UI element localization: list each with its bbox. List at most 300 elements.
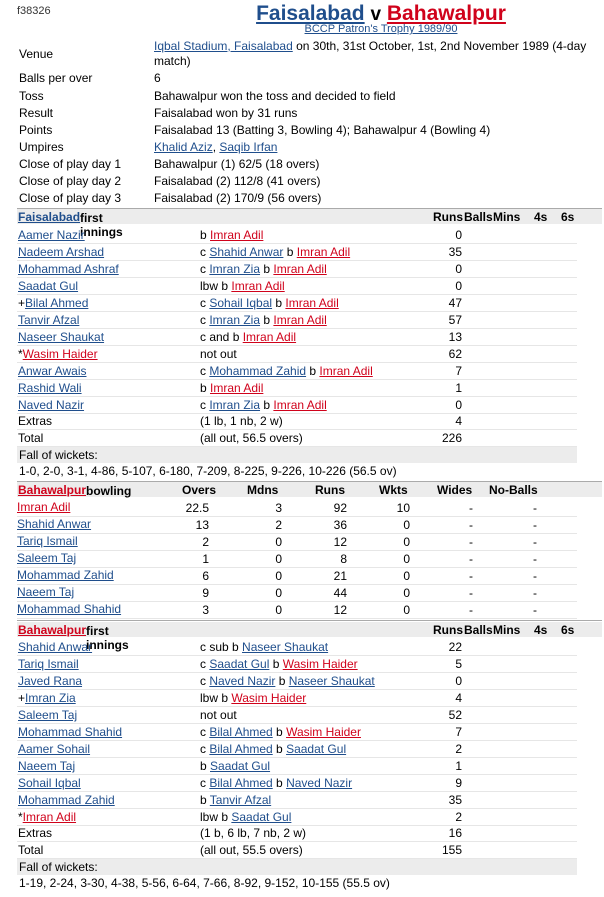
batter-link[interactable]: Tanvir Afzal: [18, 313, 80, 327]
player-link[interactable]: Bilal Ahmed: [209, 742, 273, 756]
bowling-row: [17, 602, 577, 619]
dismissal-text: c: [200, 313, 210, 327]
toss-value: Bahawalpur won the toss and decided to field: [154, 89, 396, 103]
bowling-header: [17, 482, 602, 497]
batter-runs: 47: [448, 296, 462, 310]
batting-row: [17, 397, 577, 414]
dismissal-text: c: [200, 674, 210, 688]
batter-runs: 0: [455, 279, 462, 293]
player-link[interactable]: Imran Adil: [285, 296, 339, 310]
batting-row: [17, 690, 577, 707]
player-link[interactable]: Wasim Haider: [286, 725, 361, 739]
dismissal-text: b: [272, 725, 287, 739]
player-link[interactable]: Imran Adil: [319, 364, 373, 378]
dismissal-cell: [200, 674, 375, 688]
player-link[interactable]: Naved Nazir: [286, 776, 353, 790]
player-link[interactable]: Mohammad Zahid: [209, 364, 307, 378]
bowler-wides: -: [469, 501, 473, 515]
bowler-runs: 12: [333, 535, 347, 549]
cop-label: Close of play day 1: [19, 157, 122, 171]
batter-cell: [18, 793, 115, 807]
bowler-wides: -: [469, 603, 473, 617]
captain-keeper-marker: +: [18, 296, 26, 310]
dismissal-text: b: [272, 776, 287, 790]
batter-runs: 62: [448, 347, 462, 361]
batter-runs: 4: [455, 691, 462, 705]
dismissal-text: c: [200, 725, 210, 739]
batter-link[interactable]: Aamer Nazir: [18, 228, 85, 242]
dismissal-text: not out: [200, 708, 237, 722]
batter-cell: [18, 759, 75, 773]
batter-runs: 35: [448, 793, 462, 807]
bowler-wickets: 0: [403, 535, 410, 549]
batter-runs: 9: [455, 776, 462, 790]
bowler-runs: 92: [333, 501, 347, 515]
toss-label: Toss: [19, 89, 44, 103]
dismissal-text: c: [200, 296, 210, 310]
batting-row: [17, 295, 577, 312]
bowler-overs: 2: [202, 535, 209, 549]
points-label: Points: [19, 123, 53, 137]
batting-row: [17, 329, 577, 346]
batter-runs: 2: [455, 810, 462, 824]
batter-cell: [18, 725, 122, 739]
bowler-link[interactable]: Mohammad Shahid: [17, 602, 122, 616]
col-noballs: No-Balls: [489, 483, 538, 497]
bowler-wickets: 0: [403, 552, 410, 566]
dismissal-text: lbw b: [200, 810, 232, 824]
batter-runs: 7: [455, 725, 462, 739]
dismissal-text: c: [200, 364, 210, 378]
venue-link[interactable]: Iqbal Stadium, Faisalabad: [154, 39, 293, 53]
dismissal-cell: [200, 810, 291, 824]
balls-value: 6: [154, 71, 161, 85]
bowler-runs: 36: [333, 518, 347, 532]
player-link[interactable]: Naved Nazir: [209, 674, 276, 688]
fall-of-wickets: [17, 859, 577, 892]
bowling-team-link[interactable]: Bahawalpur: [18, 483, 87, 497]
bowler-wickets: 0: [403, 518, 410, 532]
bowler-link[interactable]: Saleem Taj: [17, 551, 77, 565]
batting-row: [17, 809, 577, 826]
batter-link[interactable]: Shahid Anwar: [18, 640, 93, 654]
batter-cell: [18, 381, 82, 395]
batter-cell: [18, 742, 90, 756]
bowler-wides: -: [469, 569, 473, 583]
batter-runs: 0: [455, 262, 462, 276]
batter-cell: [18, 708, 77, 722]
player-link[interactable]: Imran Adil: [231, 279, 285, 293]
bowler-runs: 8: [340, 552, 347, 566]
batter-cell: [18, 674, 82, 688]
dismissal-text: lbw b: [200, 691, 232, 705]
batting-row: [17, 758, 577, 775]
cop-value: Faisalabad (2) 170/9 (56 overs): [154, 191, 322, 205]
bowler-wides: -: [469, 535, 473, 549]
result-label: Result: [19, 106, 54, 120]
total-row: [17, 842, 577, 859]
fow-values: 1-0, 2-0, 3-1, 4-86, 5-107, 6-180, 7-209, 8-225, 9-226, 10-226 (56.5 ov): [19, 464, 397, 478]
vs-label: v: [370, 4, 382, 25]
dismissal-text: b: [200, 381, 211, 395]
dismissal-text: c: [200, 262, 210, 276]
batter-link[interactable]: Sohail Iqbal: [18, 776, 81, 790]
dismissal-cell: [200, 279, 285, 293]
batter-runs: 57: [448, 313, 462, 327]
bowler-noballs: -: [533, 586, 537, 600]
bowler-link[interactable]: Mohammad Zahid: [17, 568, 114, 582]
bowling-row: [17, 500, 577, 517]
col-4s: 4s: [534, 623, 548, 637]
player-link[interactable]: Shahid Anwar: [209, 245, 284, 259]
batter-runs: 22: [448, 640, 462, 654]
bowler-wickets: 10: [396, 501, 410, 515]
batter-link[interactable]: Tariq Ismail: [18, 657, 79, 671]
dismissal-cell: [200, 691, 306, 705]
batter-link[interactable]: Mohammad Shahid: [18, 725, 123, 739]
dismissal-text: b: [200, 793, 210, 807]
player-link[interactable]: Imran Adil: [273, 398, 327, 412]
batter-cell: [18, 245, 104, 259]
bowler-wickets: 0: [403, 603, 410, 617]
dismissal-cell: [200, 793, 271, 807]
batter-link[interactable]: Naved Nazir: [18, 398, 85, 412]
umpires-label: Umpires: [19, 140, 64, 154]
player-link[interactable]: Imran Zia: [209, 313, 261, 327]
batter-link[interactable]: Saleem Taj: [18, 708, 78, 722]
venue-row: [17, 38, 602, 70]
bowler-noballs: -: [533, 603, 537, 617]
dismissal-cell: [200, 330, 296, 344]
player-link[interactable]: Sohail Iqbal: [209, 296, 273, 310]
cop-value: Bahawalpur (1) 62/5 (18 overs): [154, 157, 320, 171]
batter-runs: 1: [455, 759, 462, 773]
umpire-separator: ,: [212, 140, 220, 154]
dismissal-text: not out: [200, 347, 237, 361]
dismissal-cell: [200, 776, 352, 790]
dismissal-cell: [200, 759, 270, 773]
dismissal-cell: [200, 296, 339, 310]
batter-cell: [18, 313, 79, 327]
cop-label: Close of play day 3: [19, 191, 122, 205]
player-link[interactable]: Imran Zia: [209, 398, 261, 412]
dismissal-text: b: [269, 657, 283, 671]
dismissal-cell: [200, 657, 358, 671]
batter-link[interactable]: Imran Zia: [25, 691, 76, 705]
fow-label: Fall of wickets:: [17, 859, 577, 875]
competition-link[interactable]: BCCP Patron's Trophy 1989/90: [304, 23, 458, 35]
batting-row: [17, 278, 577, 295]
bowler-link[interactable]: Tariq Ismail: [17, 534, 78, 548]
player-link[interactable]: Imran Adil: [210, 228, 264, 242]
dismissal-text: b: [306, 364, 320, 378]
bowler-maidens: 0: [275, 569, 282, 583]
fow-values: 1-19, 2-24, 3-30, 4-38, 5-56, 6-64, 7-66, 8-92, 9-152, 10-155 (55.5 ov): [19, 876, 390, 890]
dismissal-text: b: [260, 262, 274, 276]
player-link[interactable]: Imran Zia: [209, 262, 261, 276]
bowler-noballs: -: [533, 518, 537, 532]
batter-cell: [18, 691, 76, 705]
batter-runs: 52: [448, 708, 462, 722]
batting-row: [17, 261, 577, 278]
match-id: f38326: [17, 5, 51, 17]
bowling-row: [17, 585, 577, 602]
dismissal-text: lbw b: [200, 279, 232, 293]
batting-row: [17, 346, 577, 363]
bowling-row: [17, 551, 577, 568]
col-balls: Balls: [464, 210, 493, 224]
batter-cell: [18, 364, 86, 378]
bowler-link[interactable]: Shahid Anwar: [17, 517, 92, 531]
batter-cell: [18, 347, 98, 361]
dismissal-text: b: [272, 296, 286, 310]
batting-row: [17, 380, 577, 397]
player-link[interactable]: Wasim Haider: [231, 691, 307, 705]
bowler-overs: 22.5: [185, 501, 209, 515]
batting-row: [17, 673, 577, 690]
captain-keeper-marker: *: [18, 810, 23, 824]
bowler-overs: 3: [202, 603, 209, 617]
dismissal-cell: [200, 742, 346, 756]
batter-runs: 2: [455, 742, 462, 756]
batting-row: [17, 639, 577, 656]
batter-cell: [18, 810, 76, 824]
col-6s: 6s: [561, 210, 575, 224]
total-row: [17, 430, 577, 447]
dismissal-text: c: [200, 742, 210, 756]
batting-row: [17, 741, 577, 758]
dismissal-text: c: [200, 657, 210, 671]
batter-runs: 0: [455, 398, 462, 412]
dismissal-cell: [200, 725, 361, 739]
dismissal-cell: [200, 228, 263, 242]
dismissal-text: b: [200, 228, 211, 242]
bowler-wides: -: [469, 518, 473, 532]
batter-runs: 1: [455, 381, 462, 395]
batter-cell: [18, 228, 85, 242]
batting-row: [17, 656, 577, 673]
dismissal-cell: [200, 708, 237, 722]
batter-link[interactable]: Aamer Sohail: [18, 742, 91, 756]
batter-cell: [18, 330, 104, 344]
bowler-maidens: 0: [275, 535, 282, 549]
batting-row: [17, 775, 577, 792]
batter-link[interactable]: Javed Rana: [18, 674, 83, 688]
total-detail: (all out, 56.5 overs): [200, 431, 303, 445]
player-link[interactable]: Imran Adil: [242, 330, 297, 344]
col-wides: Wides: [437, 483, 473, 497]
col-mins: Mins: [493, 623, 521, 637]
dismissal-cell: [200, 398, 327, 412]
bowler-runs: 12: [333, 603, 347, 617]
extras-row: [17, 413, 577, 430]
bowler-overs: 13: [195, 518, 209, 532]
col-runs: Runs: [433, 210, 463, 224]
fall-of-wickets: [17, 447, 577, 480]
cop-label: Close of play day 2: [19, 174, 122, 188]
player-link[interactable]: Naseer Shaukat: [242, 640, 329, 654]
bowler-maidens: 2: [275, 518, 282, 532]
extras-detail: (1 b, 6 lb, 7 nb, 2 w): [200, 826, 307, 840]
team2-link[interactable]: Bahawalpur: [386, 2, 506, 25]
bowler-noballs: -: [533, 552, 537, 566]
batter-link[interactable]: Mohammad Zahid: [18, 793, 115, 807]
dismissal-cell: [200, 364, 373, 378]
col-4s: 4s: [534, 210, 548, 224]
player-link[interactable]: Wasim Haider: [282, 657, 358, 671]
bowling-row: [17, 568, 577, 585]
dismissal-cell: [200, 347, 237, 361]
extras-detail: (1 lb, 1 nb, 2 w): [200, 414, 283, 428]
batting-row: [17, 227, 577, 244]
bowling-row: [17, 517, 577, 534]
dismissal-text: b: [275, 674, 289, 688]
dismissal-text: b: [260, 398, 274, 412]
bowler-link[interactable]: Naeem Taj: [17, 585, 75, 599]
batter-link[interactable]: Naeem Taj: [18, 759, 76, 773]
cop-value: Faisalabad (2) 112/8 (41 overs): [154, 174, 321, 188]
batter-link[interactable]: Saadat Gul: [18, 279, 79, 293]
venue-dates: on 30th, 31st October, 1st, 2nd November 1989 (4-day match): [154, 39, 587, 68]
fow-label: Fall of wickets:: [17, 447, 577, 463]
batter-link[interactable]: Naseer Shaukat: [18, 330, 105, 344]
player-link[interactable]: Bilal Ahmed: [209, 725, 273, 739]
bowler-overs: 1: [202, 552, 209, 566]
captain-keeper-marker: *: [18, 347, 23, 361]
bowler-wickets: 0: [403, 569, 410, 583]
batting-row: [17, 363, 577, 380]
batter-runs: 35: [448, 245, 462, 259]
team1-link[interactable]: Faisalabad: [256, 2, 365, 25]
points-value: Faisalabad 13 (Batting 3, Bowling 4); Bahawalpur 4 (Bowling 4): [154, 123, 491, 137]
balls-label: Balls per over: [19, 71, 93, 85]
dismissal-text: b: [260, 313, 274, 327]
batter-runs: 0: [455, 674, 462, 688]
captain-keeper-marker: +: [18, 691, 26, 705]
dismissal-text: c: [200, 776, 210, 790]
col-balls: Balls: [464, 623, 493, 637]
umpire-link[interactable]: Khalid Aziz: [154, 140, 213, 154]
batter-cell: [18, 640, 92, 654]
batter-cell: [18, 776, 81, 790]
col-wkts: Wkts: [379, 483, 408, 497]
batting-row: [17, 244, 577, 261]
player-link[interactable]: Saadat Gul: [209, 657, 270, 671]
player-link[interactable]: Naseer Shaukat: [288, 674, 375, 688]
player-link[interactable]: Saadat Gul: [210, 759, 271, 773]
dismissal-text: c sub b: [200, 640, 243, 654]
bowler-maidens: 3: [275, 501, 282, 515]
dismissal-cell: [200, 381, 263, 395]
batting-row: [17, 792, 577, 809]
batter-runs: 7: [455, 364, 462, 378]
batter-cell: [18, 398, 84, 412]
dismissal-text: b: [200, 759, 211, 773]
dismissal-cell: [200, 245, 350, 259]
extras-runs: 4: [455, 414, 462, 428]
player-link[interactable]: Saadat Gul: [286, 742, 347, 756]
player-link[interactable]: Imran Adil: [273, 262, 327, 276]
bowler-wickets: 0: [403, 586, 410, 600]
batter-link[interactable]: Nadeem Arshad: [18, 245, 105, 259]
player-link[interactable]: Imran Adil: [210, 381, 264, 395]
batter-link[interactable]: Anwar Awais: [18, 364, 87, 378]
bowler-noballs: -: [533, 501, 537, 515]
col-runs: Runs: [315, 483, 345, 497]
section-divider: [17, 620, 602, 621]
batter-link[interactable]: Imran Adil: [22, 810, 77, 824]
bowler-noballs: -: [533, 535, 537, 549]
dismissal-cell: [200, 640, 328, 654]
dismissal-text: b: [283, 245, 297, 259]
umpire-link[interactable]: Saqib Irfan: [219, 140, 278, 154]
bowler-noballs: -: [533, 569, 537, 583]
batter-cell: [18, 279, 78, 293]
player-link[interactable]: Imran Adil: [273, 313, 327, 327]
player-link[interactable]: Bilal Ahmed: [209, 776, 273, 790]
extras-runs: 16: [448, 826, 462, 840]
batter-link[interactable]: Mohammad Ashraf: [18, 262, 119, 276]
innings-team-link[interactable]: Bahawalpur: [18, 623, 87, 637]
total-label: Total: [18, 843, 44, 857]
bowler-link[interactable]: Imran Adil: [17, 500, 71, 514]
extras-label: Extras: [18, 826, 53, 840]
bowling-label: bowling: [86, 484, 132, 498]
bowler-maidens: 0: [275, 552, 282, 566]
extras-label: Extras: [18, 414, 53, 428]
total-label: Total: [18, 431, 44, 445]
bowler-wides: -: [469, 586, 473, 600]
col-mins: Mins: [493, 210, 521, 224]
bowler-overs: 6: [202, 569, 209, 583]
col-overs: Overs: [182, 483, 217, 497]
bowler-wides: -: [469, 552, 473, 566]
result-value: Faisalabad won by 31 runs: [154, 106, 298, 120]
bowler-overs: 9: [202, 586, 209, 600]
innings-label: first innings: [86, 624, 129, 652]
player-link[interactable]: Imran Adil: [296, 245, 351, 259]
player-link[interactable]: Tanvir Afzal: [209, 793, 272, 807]
batter-runs: 5: [455, 657, 462, 671]
total-detail: (all out, 55.5 overs): [200, 843, 303, 857]
bowler-maidens: 0: [275, 586, 282, 600]
batter-cell: [18, 657, 79, 671]
innings-team-link[interactable]: Faisalabad: [18, 210, 81, 224]
batting-row: [17, 707, 577, 724]
bowler-runs: 44: [333, 586, 347, 600]
batting-row: [17, 312, 577, 329]
dismissal-cell: [200, 313, 327, 327]
batter-link[interactable]: Bilal Ahmed: [25, 296, 89, 310]
col-runs: Runs: [433, 623, 463, 637]
batter-runs: 0: [455, 228, 462, 242]
player-link[interactable]: Saadat Gul: [231, 810, 292, 824]
dismissal-text: b: [272, 742, 287, 756]
batter-link[interactable]: Rashid Wali: [18, 381, 82, 395]
extras-row: [17, 825, 577, 842]
total-runs: 226: [441, 431, 462, 445]
batter-cell: [18, 296, 88, 310]
batter-link[interactable]: Wasim Haider: [22, 347, 98, 361]
col-6s: 6s: [561, 623, 575, 637]
innings-label: first innings: [80, 211, 123, 239]
batting-row: [17, 724, 577, 741]
col-mdns: Mdns: [247, 483, 279, 497]
dismissal-text: c: [200, 245, 210, 259]
venue-label: Venue: [19, 47, 54, 61]
bowling-row: [17, 534, 577, 551]
bowler-runs: 21: [333, 569, 347, 583]
